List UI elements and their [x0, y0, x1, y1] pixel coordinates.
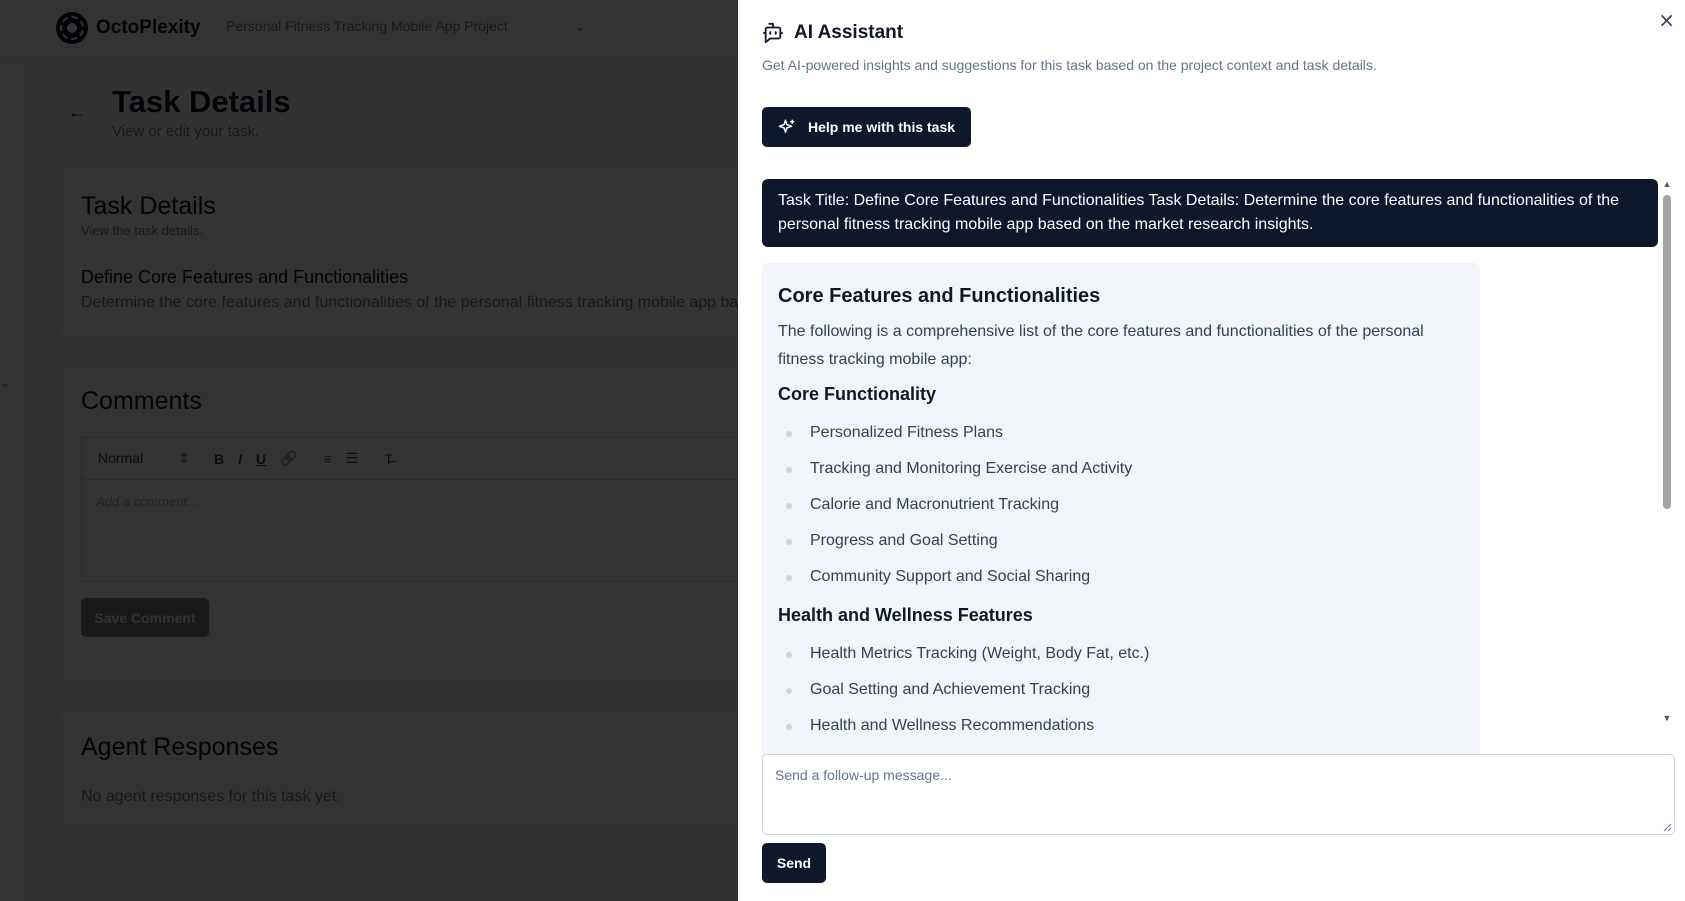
scroll-down-icon[interactable]: ▼: [1662, 713, 1672, 723]
list-item: Health and Wellness Recommendations: [778, 708, 1464, 744]
chat-scrollbar[interactable]: [1660, 179, 1674, 723]
list-item: Personalized Fitness Plans: [778, 415, 1464, 451]
assistant-response: [762, 263, 1480, 764]
response-section-heading: Health and Wellness Features: [778, 605, 1033, 625]
help-with-task-button[interactable]: [762, 107, 971, 147]
panel-description: Get AI-powered insights and suggestions for this task based on the project context and task details.: [762, 57, 1377, 73]
scrollbar-thumb[interactable]: [1663, 195, 1671, 509]
resize-grip-icon[interactable]: [1662, 822, 1672, 832]
chat-area[interactable]: [762, 179, 1662, 734]
scroll-up-icon[interactable]: ▲: [1662, 179, 1672, 189]
response-intro: The following is a comprehensive list of the core features and functionalities of the personal fitness tracking mobile app:: [778, 323, 1424, 368]
send-button[interactable]: Send: [762, 843, 826, 883]
response-section-list: [778, 636, 1464, 744]
response-section-heading: Core Functionality: [778, 384, 937, 404]
panel-title: AI Assistant: [794, 22, 904, 43]
bot-message-icon: [762, 22, 784, 44]
response-heading: Core Features and Functionalities: [778, 285, 1101, 307]
list-item: Tracking and Monitoring Exercise and Activity: [778, 451, 1464, 487]
list-item: Calorie and Macronutrient Tracking: [778, 487, 1464, 523]
help-with-task-label: Help me with this task: [808, 119, 956, 135]
list-item: Goal Setting and Achievement Tracking: [778, 672, 1464, 708]
close-icon: ×: [1658, 8, 1675, 32]
list-item: Health Metrics Tracking (Weight, Body Fat, etc.): [778, 636, 1464, 672]
close-button[interactable]: [1658, 8, 1675, 32]
followup-message-input[interactable]: [762, 754, 1675, 835]
user-message: Task Title: Define Core Features and Functionalities Task Details: Determine the core features and functionalities of the personal fitness tracking mobile app based on the market research insights.: [762, 179, 1658, 247]
response-section-list: [778, 415, 1464, 595]
sparkles-icon: [778, 118, 796, 136]
modal-overlay[interactable]: [0, 0, 738, 901]
ai-assistant-panel: [738, 0, 1685, 901]
list-item: Community Support and Social Sharing: [778, 559, 1464, 595]
list-item: Progress and Goal Setting: [778, 523, 1464, 559]
panel-header: [762, 22, 903, 44]
